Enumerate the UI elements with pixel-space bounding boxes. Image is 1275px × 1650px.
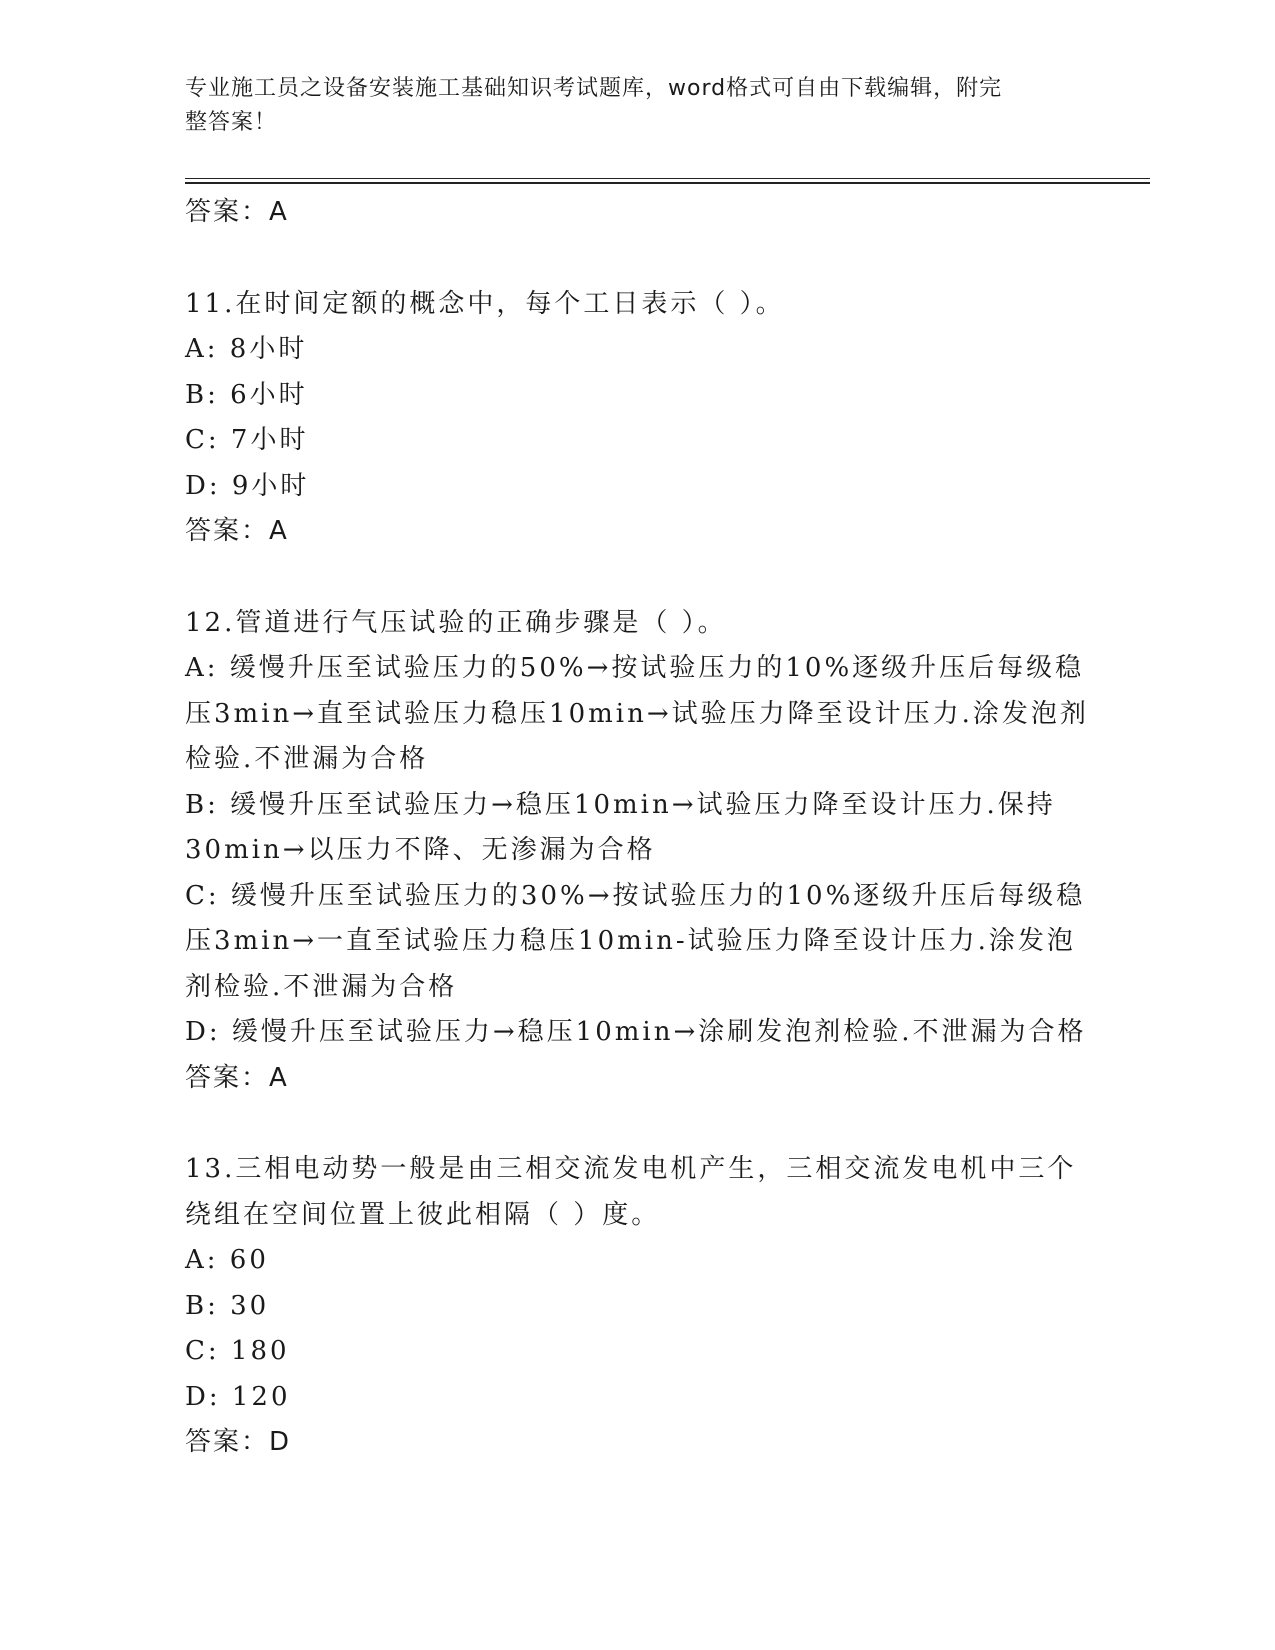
option-c-line: 剂检验.不泄漏为合格 — [185, 971, 458, 1002]
option-c: C: 180 — [185, 1336, 290, 1366]
question-11 — [185, 282, 1085, 555]
answer-q13: 答案：D — [185, 1427, 292, 1457]
question-stem-line: 绕组在空间位置上彼此相隔（ ）度。 — [185, 1199, 661, 1230]
option-b: B: 30 — [185, 1290, 270, 1321]
option-b-line: B: 缓慢升压至试验压力→稳压10min→试验压力降至设计压力.保持 — [185, 789, 1056, 820]
header-line-2: 整答案！ — [185, 110, 278, 135]
option-a-line: 压3min→直至试验压力稳压10min→试验压力降至设计压力.涂发泡剂 — [185, 698, 1089, 729]
answer-q11: 答案：A — [185, 516, 289, 546]
option-b-line: 30min→以压力不降、无渗漏为合格 — [185, 835, 656, 865]
option-b: B: 6小时 — [185, 379, 308, 410]
option-c-line: C: 缓慢升压至试验压力的30%→按试验压力的10%逐级升压后每级稳 — [185, 880, 1086, 911]
question-stem: 12.管道进行气压试验的正确步骤是（ ）。 — [185, 607, 727, 638]
answer-q10: 答案：A — [185, 197, 289, 227]
option-a: A: 60 — [185, 1245, 269, 1275]
option-d: D: 9小时 — [185, 470, 310, 501]
option-b — [185, 783, 1085, 874]
header-line-1: 专业施工员之设备安装施工基础知识考试题库，word格式可自由下载编辑，附完 — [185, 76, 1003, 101]
option-a-line: A: 缓慢升压至试验压力的50%→按试验压力的10%逐级升压后每级稳 — [185, 653, 1085, 683]
option-c-line: 压3min→一直至试验压力稳压10min-试验压力降至设计压力.涂发泡 — [185, 926, 1076, 956]
option-c: C: 7小时 — [185, 425, 309, 455]
option-d-line: D: 缓慢升压至试验压力→稳压10min→涂刷发泡剂检验.不泄漏为合格 — [185, 1017, 1087, 1047]
option-d — [185, 1010, 1085, 1056]
option-a — [185, 646, 1089, 783]
question-stem: 11.在时间定额的概念中，每个工日表示（ ）。 — [185, 288, 785, 319]
header-rule-thick — [185, 182, 1150, 184]
question-12 — [185, 601, 1089, 1102]
question-13 — [185, 1147, 1085, 1466]
option-a-line: 检验.不泄漏为合格 — [185, 744, 429, 774]
document-header — [185, 72, 1065, 140]
header-rule-thin — [185, 178, 1150, 179]
option-d: D: 120 — [185, 1381, 291, 1412]
option-a: A: 8小时 — [185, 334, 308, 364]
option-c — [185, 874, 1085, 1011]
question-stem-line: 13.三相电动势一般是由三相交流发电机产生，三相交流发电机中三个 — [185, 1154, 1077, 1184]
answer-q12: 答案：A — [185, 1062, 289, 1093]
question-list — [185, 190, 1089, 1466]
